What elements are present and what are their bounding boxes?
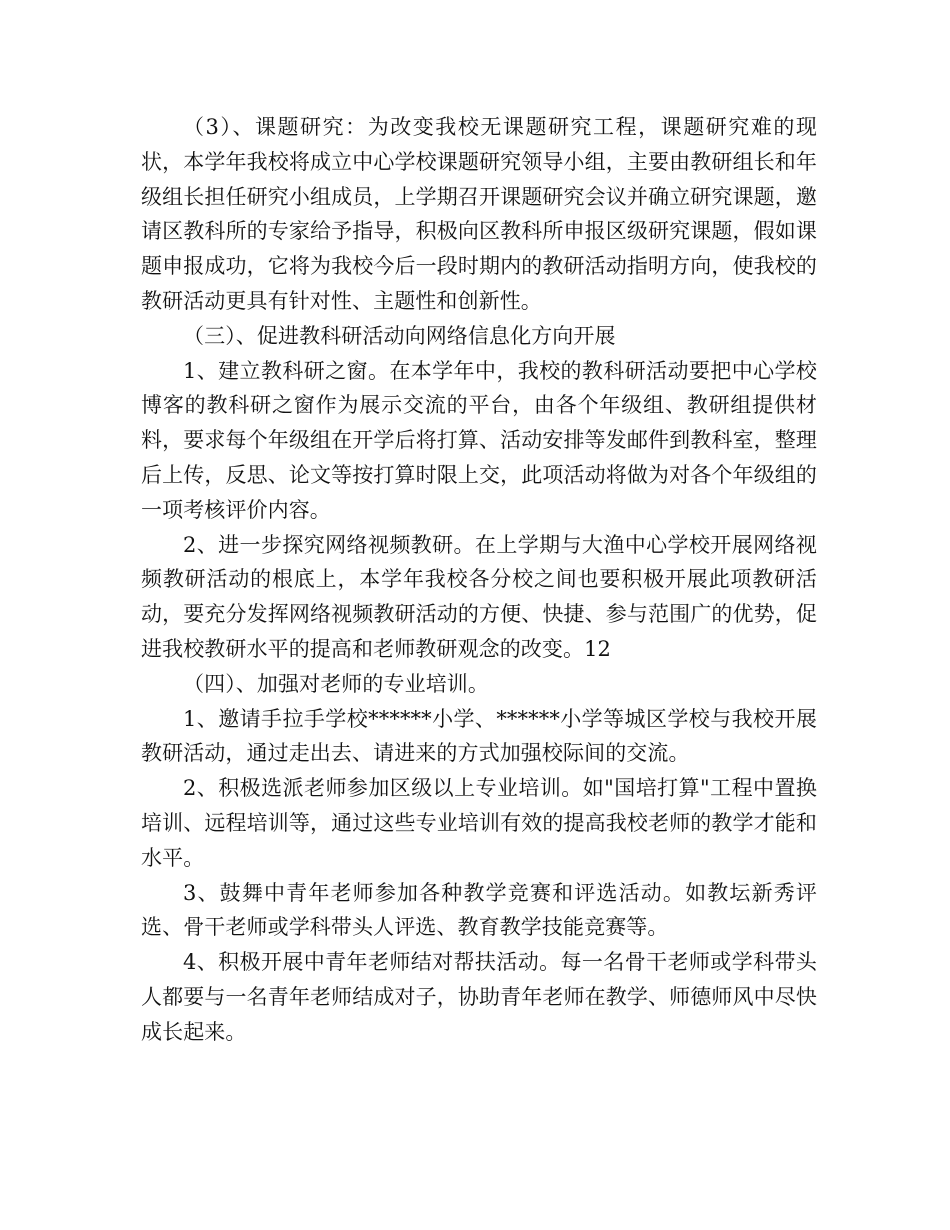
document-page (141, 110, 817, 1050)
paragraph-mentoring: 4、积极开展中青年老师结对帮扶活动。每一名骨干老师或学科带头人都要与一名青年老师结成对子，协助青年老师在教学、师德师风中尽快成长起来。 (141, 950, 817, 1044)
paragraph-competitions: 3、鼓舞中青年老师参加各种教学竞赛和评选活动。如教坛新秀评选、骨干老师或学科带头人评选、教育教学技能竞赛等。 (141, 880, 817, 940)
paragraph-research-window: 1、建立教科研之窗。在本学年中，我校的教科研活动要把中心学校博客的教科研之窗作为展示交流的平台，由各个年级组、教研组提供材料，要求每个年级组在开学后将打算、活动安排等发邮件到教科室，整理后上传，反思、论文等按打算时限上交，此项活动将做为对各个年级组的一项考核评价内容。 (141, 358, 817, 522)
paragraph-district-training: 2、积极选派老师参加区级以上专业培训。如"国培打算"工程中置换培训、远程培训等，通过这些专业培训有效的提高我校老师的教学才能和水平。 (141, 776, 817, 870)
paragraph-partner-schools: 1、邀请手拉手学校******小学、******小学等城区学校与我校开展教研活动，通过走出去、请进来的方式加强校际间的交流。 (141, 706, 817, 766)
section-heading-3: （三）、促进教科研活动向网络信息化方向开展 (183, 323, 616, 348)
paragraph-topic-research: （3）、课题研究：为改变我校无课题研究工程，课题研究难的现状，本学年我校将成立中心学校课题研究领导小组，主要由教研组长和年级组长担任研究小组成员，上学期召开课题研究会议并确立研究课题，邀请区教科所的专家给予指导，积极向区教科所申报区级研究课题，假如课题申报成功，它将为我校今后一段时期内的教研活动指明方向，使我校的教研活动更具有针对性、主题性和创新性。 (141, 115, 817, 313)
section-heading-4: （四）、加强对老师的专业培训。 (183, 671, 489, 696)
paragraph-video-research: 2、进一步探究网络视频教研。在上学期与大渔中心学校开展网络视频教研活动的根底上，本学年我校各分校之间也要积极开展此项教研活动，要充分发挥网络视频教研活动的方便、快捷、参与范围广的优势，促进我校教研水平的提高和老师教研观念的改变。12 (141, 532, 817, 661)
